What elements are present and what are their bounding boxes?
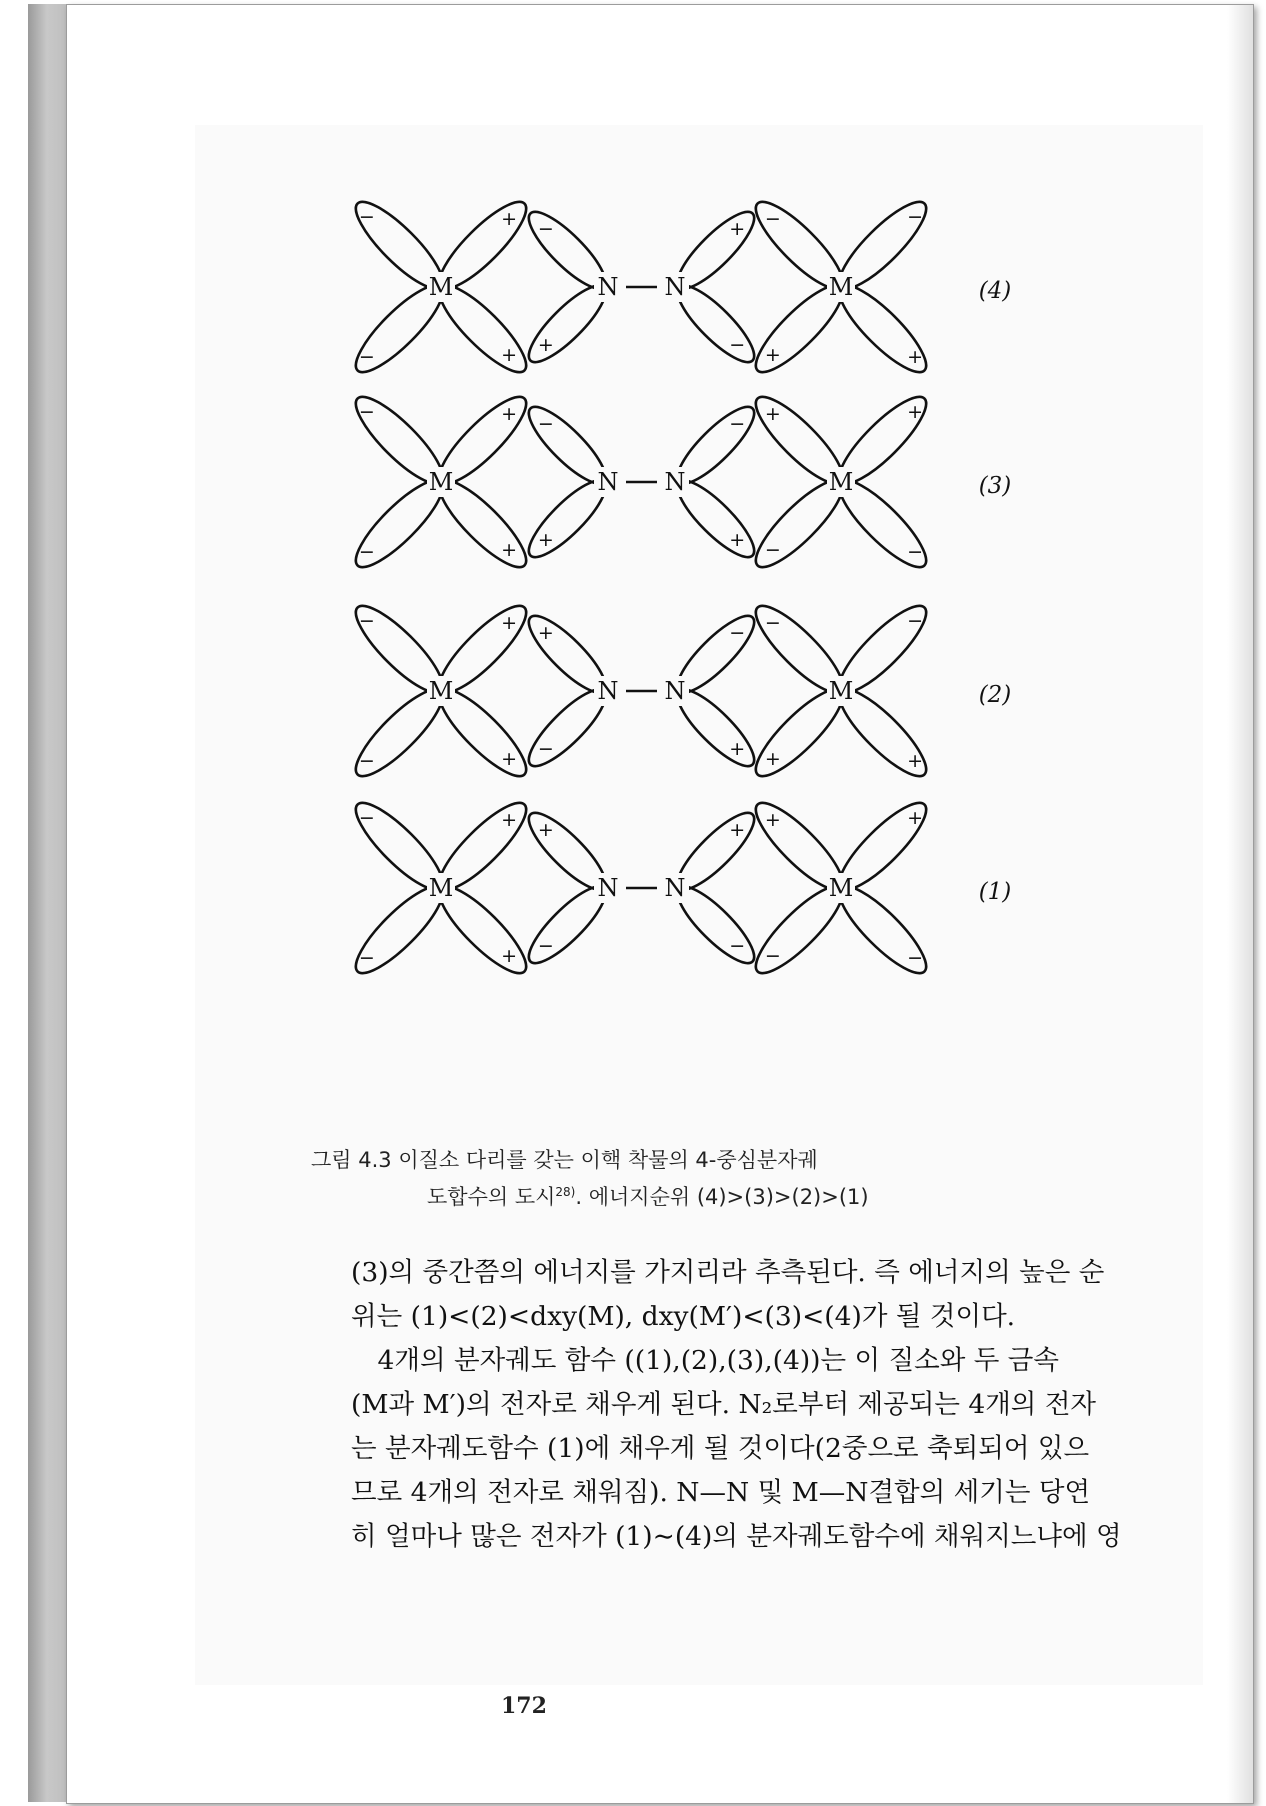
body-line: 위는 (1)<(2)<dxy(M), dxy(M′)<(3)<(4)가 될 것이다. bbox=[351, 1301, 1016, 1332]
phase-sign: + bbox=[729, 738, 746, 761]
phase-sign: − bbox=[358, 346, 375, 369]
phase-sign: − bbox=[537, 935, 554, 958]
phase-sign: − bbox=[764, 207, 781, 230]
caption-reference: 28) bbox=[555, 1185, 576, 1199]
metal-atom-label: M bbox=[428, 468, 454, 496]
nitrogen-atom-label: N bbox=[664, 677, 686, 705]
book-spine-edge bbox=[28, 4, 71, 1802]
figure-caption bbox=[311, 1144, 1111, 1213]
orbital-number-label: (1) bbox=[978, 879, 1012, 905]
phase-sign: + bbox=[537, 621, 554, 644]
phase-sign: − bbox=[358, 806, 375, 829]
phase-sign: + bbox=[907, 750, 924, 773]
phase-sign: − bbox=[537, 738, 554, 761]
phase-sign: + bbox=[501, 748, 518, 771]
page-number: 172 bbox=[501, 1693, 547, 1719]
phase-sign: + bbox=[537, 818, 554, 841]
phase-sign: + bbox=[537, 529, 554, 552]
phase-sign: − bbox=[358, 205, 375, 228]
nitrogen-atom-label: N bbox=[597, 468, 619, 496]
phase-sign: + bbox=[501, 945, 518, 968]
body-text bbox=[351, 1251, 1157, 1559]
nitrogen-atom-label: N bbox=[597, 273, 619, 301]
orbital-number-label: (3) bbox=[978, 473, 1012, 499]
orbital-number-label: (2) bbox=[978, 682, 1012, 708]
phase-sign: − bbox=[907, 947, 924, 970]
nitrogen-atom-label: N bbox=[664, 468, 686, 496]
metal-atom-label: M bbox=[828, 874, 854, 902]
phase-sign: + bbox=[537, 334, 554, 357]
phase-sign: − bbox=[537, 217, 554, 240]
phase-sign: + bbox=[501, 539, 518, 562]
phase-sign: − bbox=[358, 400, 375, 423]
metal-atom-label: M bbox=[828, 468, 854, 496]
phase-sign: + bbox=[729, 217, 746, 240]
phase-sign: − bbox=[907, 609, 924, 632]
phase-sign: − bbox=[358, 947, 375, 970]
metal-atom-label: M bbox=[428, 874, 454, 902]
phase-sign: + bbox=[764, 344, 781, 367]
caption-text: 도합수의 도시 bbox=[427, 1185, 556, 1209]
caption-line-1: 그림 4.3 이질소 다리를 갖는 이핵 착물의 4-중심분자궤 bbox=[311, 1148, 818, 1172]
phase-sign: − bbox=[764, 945, 781, 968]
phase-sign: − bbox=[907, 541, 924, 564]
phase-sign: − bbox=[764, 539, 781, 562]
metal-atom-label: M bbox=[828, 273, 854, 301]
phase-sign: − bbox=[358, 609, 375, 632]
nitrogen-atom-label: N bbox=[597, 874, 619, 902]
phase-sign: − bbox=[729, 621, 746, 644]
orbital-number-label: (4) bbox=[978, 278, 1012, 304]
phase-sign: + bbox=[501, 207, 518, 230]
metal-atom-label: M bbox=[428, 677, 454, 705]
orbital-diagram bbox=[195, 125, 1203, 1125]
phase-sign: + bbox=[764, 808, 781, 831]
phase-sign: − bbox=[764, 611, 781, 634]
phase-sign: − bbox=[729, 935, 746, 958]
phase-sign: − bbox=[358, 541, 375, 564]
caption-energy-order: . 에너지순위 (4)>(3)>(2)>(1) bbox=[575, 1185, 869, 1209]
phase-sign: + bbox=[501, 402, 518, 425]
body-line: 4개의 분자궤도 함수 ((1),(2),(3),(4))는 이 질소와 두 금속 bbox=[377, 1345, 1060, 1376]
nitrogen-atom-label: N bbox=[664, 273, 686, 301]
caption-line-2 bbox=[311, 1176, 1111, 1213]
body-line: 므로 4개의 전자로 채워짐). N—N 및 M—N결합의 세기는 당연 bbox=[351, 1477, 1091, 1508]
phase-sign: + bbox=[729, 529, 746, 552]
body-line: (3)의 중간쯤의 에너지를 가지리라 추측된다. 즉 에너지의 높은 순 bbox=[351, 1257, 1105, 1288]
phase-sign: + bbox=[729, 818, 746, 841]
body-line: 히 얼마나 많은 전자가 (1)∼(4)의 분자궤도함수에 채워지느냐에 영 bbox=[351, 1521, 1122, 1552]
phase-sign: + bbox=[764, 748, 781, 771]
nitrogen-atom-label: N bbox=[597, 677, 619, 705]
metal-atom-label: M bbox=[428, 273, 454, 301]
phase-sign: − bbox=[907, 205, 924, 228]
phase-sign: + bbox=[501, 611, 518, 634]
phase-sign: + bbox=[501, 344, 518, 367]
body-line: (M과 M′)의 전자로 채우게 된다. N₂로부터 제공되는 4개의 전자 bbox=[351, 1389, 1097, 1420]
nitrogen-atom-label: N bbox=[664, 874, 686, 902]
phase-sign: + bbox=[907, 400, 924, 423]
metal-atom-label: M bbox=[828, 677, 854, 705]
phase-sign: + bbox=[764, 402, 781, 425]
phase-sign: + bbox=[501, 808, 518, 831]
page-shadow bbox=[1227, 5, 1253, 1803]
phase-sign: − bbox=[537, 412, 554, 435]
phase-sign: − bbox=[358, 750, 375, 773]
phase-sign: − bbox=[729, 412, 746, 435]
body-line: 는 분자궤도함수 (1)에 채우게 될 것이다(2중으로 축퇴되어 있으 bbox=[351, 1433, 1090, 1464]
book-page bbox=[66, 4, 1254, 1804]
phase-sign: + bbox=[907, 346, 924, 369]
phase-sign: − bbox=[729, 334, 746, 357]
phase-sign: + bbox=[907, 806, 924, 829]
